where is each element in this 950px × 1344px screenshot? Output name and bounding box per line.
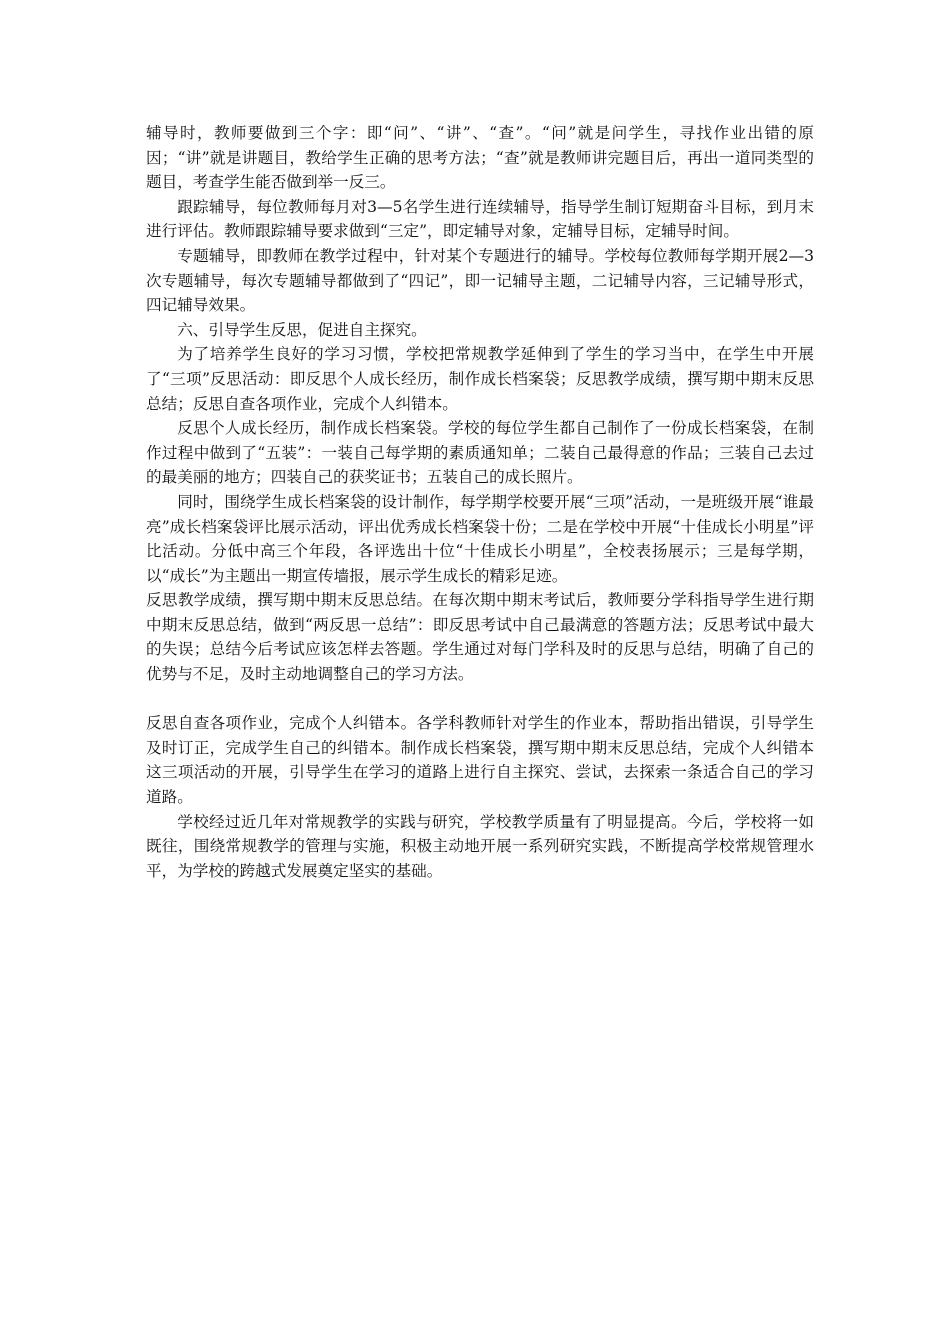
paragraph-exam-reflection: 反思教学成绩，撰写期中期末反思总结。在每次期中期末考试后，教师要分学科指导学生进行期中期末反思总结，做到“两反思一总结”：即反思考试中自己最满意的答题方法；反思考试中最大的失误；总结今后考试应该怎样去答题。学生通过对每门学科及时的反思与总结，明确了自己的优势与不足，及时主动地调整自己的学习方法。 <box>146 591 814 684</box>
paragraph-topic-tutoring: 专题辅导，即教师在教学过程中，针对某个专题进行的辅导。学校每位教师每学期开展2—3次专题辅导，每次专题辅导都做到了“四记”，即一记辅导主题，二记辅导内容，三记辅导形式，四记辅导效果。 <box>146 246 814 315</box>
paragraph-error-notebook: 反思自查各项作业，完成个人纠错本。各学科教师针对学生的作业本，帮助指出错误，引导学生及时订正，完成学生自己的纠错本。制作成长档案袋，撰写期中期末反思总结，完成个人纠错本这三项活动的开展，引导学生在学习的道路上进行自主探究、尝试，去探索一条适合自己的学习道路。 <box>146 714 814 807</box>
paragraph-growth-portfolio: 反思个人成长经历，制作成长档案袋。学校的每位学生都自己制作了一份成长档案袋，在制作过程中做到了“五装”：一装自己每学期的素质通知单；二装自己最得意的作品；三装自己去过的最美丽的地方；四装自己的获奖证书；五装自己的成长照片。 <box>146 419 814 487</box>
paragraph-conclusion: 学校经过近几年对常规教学的实践与研究，学校教学质量有了明显提高。今后，学校将一如既往，围绕常规教学的管理与实施，积极主动地开展一系列研究实践，不断提高学校常规管理水平，为学校的跨越式发展奠定坚实的基础。 <box>146 812 814 880</box>
paragraph-three-reflections: 为了培养学生良好的学习习惯，学校把常规教学延伸到了学生的学习当中，在学生中开展了“三项”反思活动：即反思个人成长经历，制作成长档案袋；反思教学成绩，撰写期中期末反思总结；反思自查各项作业，完成个人纠错本。 <box>146 345 814 413</box>
paragraph-inquiry-method: 辅导时，教师要做到三个字：即“问”、“讲”、“查”。“问”就是问学生，寻找作业出错的原因；“讲”就是讲题目，教给学生正确的思考方法；“查”就是教师讲完题目后，再出一道同类型的题目，考查学生能否做到举一反三。 <box>146 124 814 192</box>
section-heading-reflection: 六、引导学生反思，促进自主探究。 <box>177 320 427 339</box>
paragraph-tracking-tutoring: 跟踪辅导，每位教师每月对3—5名学生进行连续辅导，指导学生制订短期奋斗目标，到月末进行评估。教师跟踪辅导要求做到“三定”，即定辅导对象，定辅导目标，定辅导时间。 <box>146 197 814 241</box>
blank-line <box>146 687 814 712</box>
document-body <box>146 121 814 883</box>
paragraph-three-activities: 同时，围绕学生成长档案袋的设计制作，每学期学校要开展“三项”活动，一是班级开展“谁最亮”成长档案袋评比展示活动，评出优秀成长档案袋十份；二是在学校中开展“十佳成长小明星”评比活动。分低中高三个年段，各评选出十位“十佳成长小明星”，全校表扬展示；三是每学期，以“成长”为主题出一期宣传墙报，展示学生成长的精彩足迹。 <box>146 492 814 585</box>
